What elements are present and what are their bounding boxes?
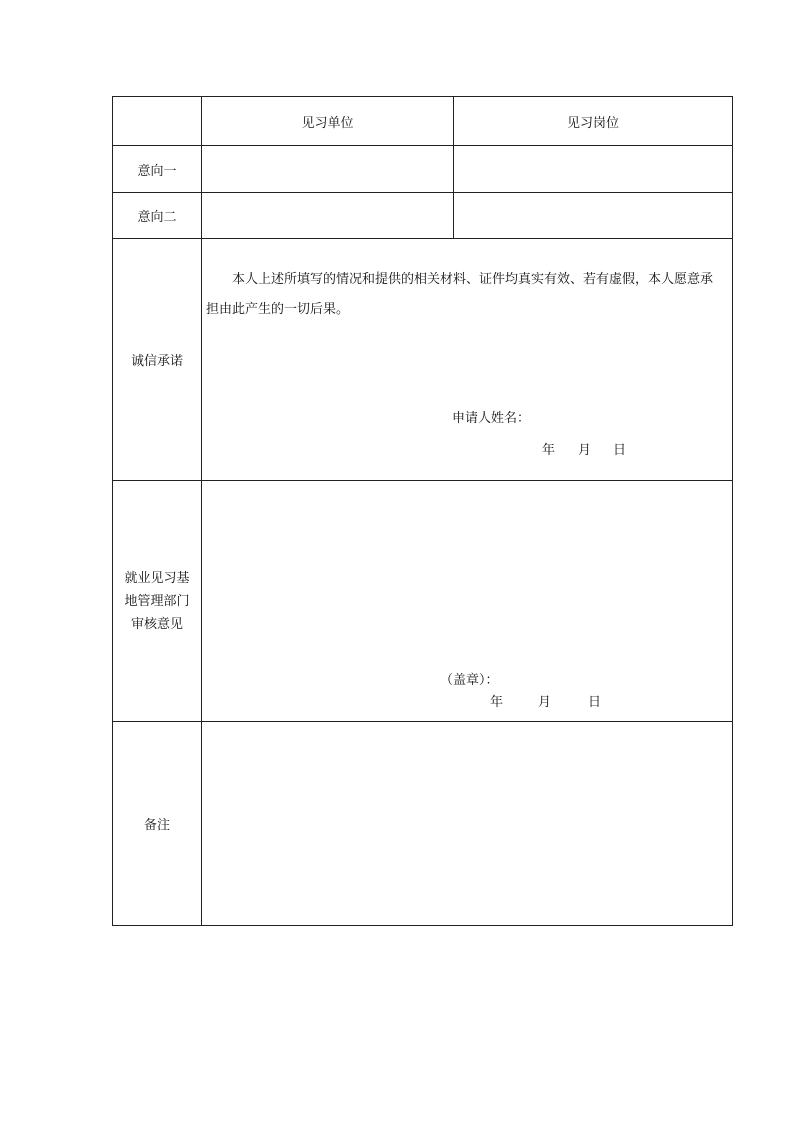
review-row <box>113 481 733 722</box>
review-content-cell <box>202 481 733 722</box>
promise-row <box>113 239 733 481</box>
review-label-line-1: 就业见习基 <box>124 570 190 586</box>
promise-date-year: 年 <box>542 443 556 458</box>
review-date-year: 年 <box>490 695 504 710</box>
remarks-label: 备注 <box>113 722 202 926</box>
header-unit-cell: 见习单位 <box>202 97 454 146</box>
header-corner-cell <box>113 97 202 146</box>
header-position-cell: 见习岗位 <box>454 97 733 146</box>
review-date-month: 月 <box>538 695 552 710</box>
intention-2-label: 意向二 <box>113 193 202 239</box>
review-label <box>113 481 202 722</box>
promise-label: 诚信承诺 <box>113 239 202 481</box>
review-date-day: 日 <box>588 695 602 710</box>
remarks-row <box>113 722 733 926</box>
review-label-line-3: 审核意见 <box>130 616 183 632</box>
intention-1-unit-field[interactable] <box>202 146 454 193</box>
intention-row-1 <box>113 146 733 193</box>
promise-date-day: 日 <box>613 443 627 458</box>
intention-2-position-field[interactable] <box>454 193 733 239</box>
remarks-field[interactable] <box>202 722 733 926</box>
intention-1-label: 意向一 <box>113 146 202 193</box>
promise-statement: 本人上述所填写的情况和提供的相关材料、证件均真实有效、若有虚假，本人愿意承担由此产生的一切后果。 <box>206 272 714 317</box>
header-row <box>113 97 733 146</box>
intention-row-2 <box>113 193 733 239</box>
intention-2-unit-field[interactable] <box>202 193 454 239</box>
seal-label: （盖章）： <box>440 673 499 688</box>
promise-content-cell <box>202 239 733 481</box>
review-label-line-2: 地管理部门 <box>124 593 190 609</box>
application-form-table <box>112 96 733 926</box>
promise-date-month: 月 <box>578 443 592 458</box>
applicant-name-label: 申请人姓名： <box>452 411 531 426</box>
intention-1-position-field[interactable] <box>454 146 733 193</box>
